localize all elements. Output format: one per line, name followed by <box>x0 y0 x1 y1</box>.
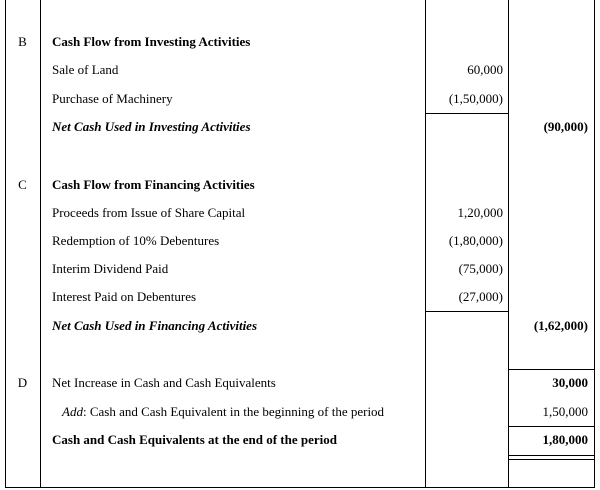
investing-subtotal-rule <box>425 113 508 114</box>
opening-balance-label <box>62 404 384 420</box>
financing-item-label: Proceeds from Issue of Share Capital <box>52 205 246 220</box>
add-prefix: Add <box>62 404 83 419</box>
net-increase-amount: 30,000 <box>552 375 588 390</box>
section-letter-c: C <box>18 177 27 192</box>
financing-item-label: Interest Paid on Debentures <box>52 289 197 304</box>
closing-double-rule-2 <box>508 459 594 460</box>
rule-letter <box>40 0 41 488</box>
investing-heading: Cash Flow from Investing Activities <box>52 34 251 49</box>
investing-net-amount: (90,000) <box>543 119 588 134</box>
closing-balance-amount: 1,80,000 <box>542 432 588 447</box>
financing-item-label: Interim Dividend Paid <box>52 261 169 276</box>
closing-double-rule-1 <box>508 455 594 456</box>
investing-item-amount: (1,50,000) <box>448 91 503 106</box>
financing-item-amount: 1,20,000 <box>457 205 503 220</box>
investing-item-amount: 60,000 <box>467 62 503 77</box>
rule-bottom <box>5 487 595 488</box>
financing-net-amount: (1,62,000) <box>533 318 588 333</box>
investing-item-label: Purchase of Machinery <box>52 91 173 106</box>
financing-net-label: Net Cash Used in Financing Activities <box>52 318 258 333</box>
closing-balance-label: Cash and Cash Equivalents at the end of the period <box>52 432 337 447</box>
investing-item-label: Sale of Land <box>52 62 119 77</box>
financing-item-amount: (27,000) <box>458 289 503 304</box>
section-letter-d: D <box>17 375 28 390</box>
net-increase-top-rule <box>508 369 594 370</box>
financing-item-label: Redemption of 10% Debentures <box>52 233 220 248</box>
financing-subtotal-rule <box>425 311 508 312</box>
opening-balance-text: : Cash and Cash Equivalent in the beginning of the period <box>82 404 385 419</box>
investing-net-label: Net Cash Used in Investing Activities <box>52 119 251 134</box>
closing-top-rule <box>508 426 594 427</box>
opening-balance-amount: 1,50,000 <box>542 404 588 419</box>
net-increase-label: Net Increase in Cash and Cash Equivalents <box>52 375 276 390</box>
cash-flow-table <box>5 0 595 488</box>
rule-left <box>5 0 6 488</box>
financing-heading: Cash Flow from Financing Activities <box>52 177 255 192</box>
financing-item-amount: (1,80,000) <box>448 233 503 248</box>
rule-right <box>594 0 595 488</box>
financing-item-amount: (75,000) <box>458 261 503 276</box>
section-letter-b: B <box>18 34 27 49</box>
